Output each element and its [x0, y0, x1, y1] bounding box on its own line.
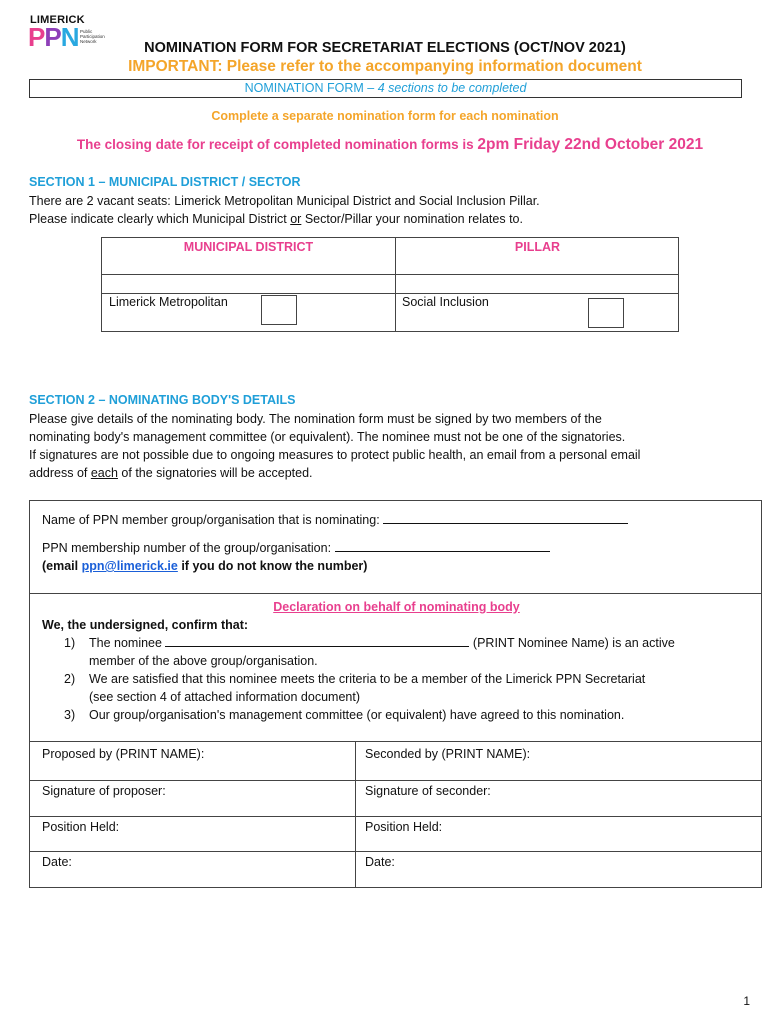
membership-row: [42, 539, 550, 557]
confirm-heading: We, the undersigned, confirm that:: [42, 618, 249, 632]
proposed-by-field[interactable]: Proposed by (PRINT NAME):: [42, 747, 205, 761]
section2-para-line: Please give details of the nominating body. The nomination form must be signed by two members of the: [29, 412, 602, 426]
social-inclusion-checkbox[interactable]: [588, 298, 624, 328]
logo-letter-p1: P: [28, 22, 45, 52]
item-1-a: The nominee: [89, 636, 166, 650]
org-name-field[interactable]: [383, 511, 628, 524]
email-note: [42, 557, 367, 575]
email-link[interactable]: ppn@limerick.ie: [81, 559, 178, 573]
item-2-text: We are satisfied that this nominee meets the criteria to be a member of the Limerick PPN Secretariat: [89, 672, 646, 686]
section1-heading: SECTION 1 – MUNICIPAL DISTRICT / SECTOR: [29, 175, 301, 189]
item-3-text: Our group/organisation's management committee (or equivalent) have agreed to this nomination.: [89, 708, 625, 722]
municipal-district-value: Limerick Metropolitan: [109, 295, 228, 309]
logo-sub-line: Public: [80, 29, 93, 34]
table-divider: [102, 274, 678, 275]
logo-letter-p2: P: [44, 22, 61, 52]
declaration-item-1: [64, 634, 729, 652]
proposer-signature-field[interactable]: Signature of proposer:: [42, 784, 166, 798]
box-divider: [30, 741, 761, 742]
limerick-metropolitan-checkbox[interactable]: [261, 295, 297, 325]
box-divider: [30, 851, 761, 852]
signature-column-divider: [355, 741, 356, 887]
closing-date-notice: [0, 136, 770, 154]
declaration-item-2: [64, 670, 729, 688]
form-title: NOMINATION FORM FOR SECRETARIAT ELECTIONS (OCT/NOV 2021): [144, 40, 626, 56]
email-prefix: (email: [42, 559, 82, 573]
proposer-date-field[interactable]: Date:: [42, 855, 72, 869]
closing-date: 2pm Friday 22nd October 2021: [477, 136, 704, 153]
nomination-form-label: NOMINATION FORM –: [244, 81, 378, 95]
box-divider: [30, 816, 761, 817]
org-name-row: [42, 511, 628, 529]
district-pillar-table: [101, 237, 679, 332]
nominee-name-field[interactable]: [165, 634, 469, 647]
item-number: 1): [64, 636, 76, 650]
section2-heading: SECTION 2 – NOMINATING BODY'S DETAILS: [29, 393, 296, 407]
declaration-list: [64, 634, 729, 724]
logo-sub-line: Network: [80, 39, 97, 44]
section1-text: [29, 192, 540, 228]
section1-line2: [29, 210, 540, 228]
page-number: 1: [743, 994, 750, 1008]
declaration-title: Declaration on behalf of nominating body: [273, 600, 520, 614]
email-suffix: if you do not know the number): [177, 559, 368, 573]
box-divider: [30, 593, 761, 594]
section1-line2-or: or: [290, 212, 302, 226]
item-number: 2): [64, 672, 76, 686]
box-divider: [30, 780, 761, 781]
item-number: 3): [64, 708, 76, 722]
membership-label: PPN membership number of the group/organisation:: [42, 541, 335, 555]
item-2-continuation: (see section 4 of attached information document): [89, 690, 360, 704]
municipal-district-header: MUNICIPAL DISTRICT: [183, 240, 314, 254]
closing-date-prefix: The closing date for receipt of completed nomination forms is: [76, 137, 478, 152]
table-divider: [102, 293, 678, 294]
pillar-value: Social Inclusion: [402, 295, 489, 309]
nomination-form-banner: [29, 79, 742, 98]
item-text: [89, 634, 675, 652]
section2-para-line: [29, 464, 749, 482]
para-last-each: each: [90, 466, 118, 480]
logo-limerick-text: LIMERICK: [30, 14, 85, 26]
seconder-signature-field[interactable]: Signature of seconder:: [365, 784, 491, 798]
item-1-b: (PRINT Nominee Name) is an active: [469, 636, 675, 650]
declaration-item-3: [64, 706, 729, 724]
membership-number-field[interactable]: [335, 539, 550, 552]
section2-para-line: If signatures are not possible due to ongoing measures to protect public health, an email from a personal email: [29, 448, 641, 462]
section1-line2-b: Sector/Pillar your nomination relates to.: [301, 212, 523, 226]
section1-line1: There are 2 vacant seats: Limerick Metropolitan Municipal District and Social Inclusion Pillar.: [29, 194, 540, 208]
important-notice: IMPORTANT: Please refer to the accompanying information document: [128, 58, 642, 75]
logo-letter-n: N: [60, 22, 79, 52]
item-1-continuation: member of the above group/organisation.: [89, 654, 318, 668]
proposer-position-field[interactable]: Position Held:: [42, 820, 120, 834]
logo-sub-line: Participation: [80, 34, 105, 39]
seconder-date-field[interactable]: Date:: [365, 855, 395, 869]
section1-line2-a: Please indicate clearly which Municipal District: [29, 212, 291, 226]
nomination-form-note: 4 sections to be completed: [377, 81, 527, 95]
org-name-label: Name of PPN member group/organisation that is nominating:: [42, 513, 384, 527]
separate-form-note: Complete a separate nomination form for each nomination: [211, 109, 559, 123]
para-last-b: of the signatories will be accepted.: [117, 466, 313, 480]
section2-para-line: nominating body's management committee (or equivalent). The nominee must not be one of the signatories.: [29, 430, 626, 444]
pillar-header: PILLAR: [514, 240, 561, 254]
nominating-body-box: [29, 500, 762, 888]
para-last-a: address of: [29, 466, 91, 480]
seconded-by-field[interactable]: Seconded by (PRINT NAME):: [365, 747, 531, 761]
section2-paragraph: [29, 410, 749, 482]
seconder-position-field[interactable]: Position Held:: [365, 820, 443, 834]
